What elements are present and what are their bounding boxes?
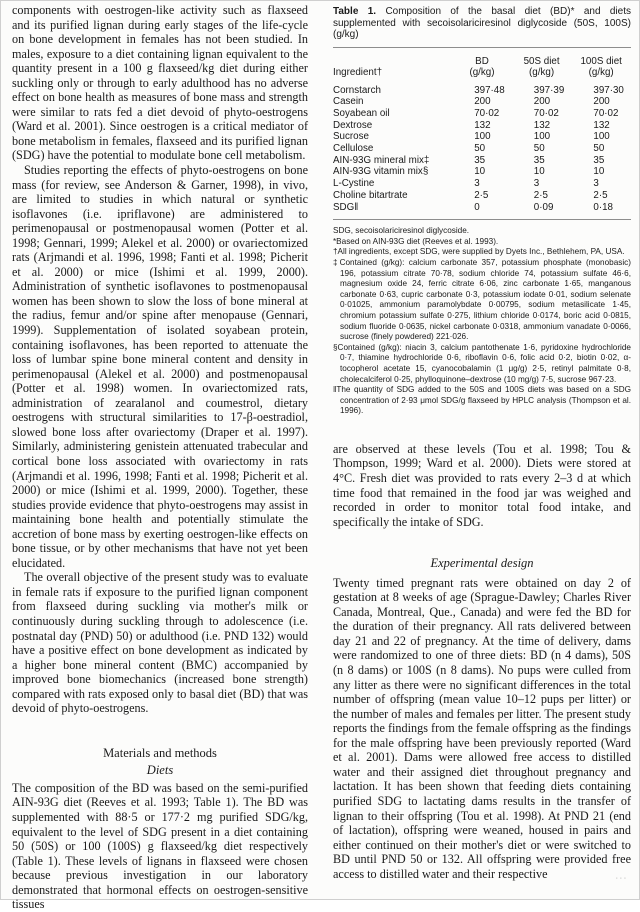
100s-value-cell: 2·5 [593, 189, 608, 201]
100s-value-cell: 50 [593, 143, 605, 155]
50s-value-cell: 397·39 [533, 84, 565, 96]
ingredient-cell: L-Cystine [333, 178, 375, 190]
footnote-dagger: †All ingredients, except SDG, were supplied by Dyets Inc., Bethlehem, PA, USA. [333, 247, 625, 257]
ingredient-cell: Choline bitartrate [333, 189, 408, 201]
100s-value-cell: 10 [593, 166, 605, 178]
table-label: Table 1. [333, 6, 377, 17]
table-row [333, 155, 631, 167]
table-row [333, 108, 631, 120]
body-paragraph: The overall objective of the present study was to evaluate in female rats if exposure to the purified lignan component from flaxseed during suckling via mother's milk or continuously during suckling through to adolescence (i.e. postnatal day (PND) 50) or adulthood (i.e. PND 132) would have a positive effect on bone development as indicated by a higher bone mineral content (BMC) accompanied by improved bone biomechanics (increased bone strength) compared with rats exposed only to basal diet (BD) that was devoid of phyto-oestrogens. [12, 570, 308, 716]
50s-value-cell: 0·09 [533, 201, 554, 213]
body-paragraph: components with oestrogen-like activity such as flaxseed and its purified lignan during early stages of the life-cycle on bone development in females has not been studied. In males, exposure to a diet containing lignan equivalent to the quantity present in a 100 g flaxseed/kg diet during either suckling only or through to early adulthood has no adverse effect on bone health as measures of bone mass and strength were similar to rats fed a diet devoid of phyto-oestrogens (Ward et al. 2001). Since oestrogen is a critical mediator of bone metabolism in females, flaxseed and its purified lignan (SDG) have the potential to modulate bone cell metabolism. [12, 3, 308, 163]
spacer [12, 716, 308, 746]
composition-table [333, 48, 631, 214]
50s-value-cell: 10 [533, 166, 545, 178]
100s-value-cell: 100 [593, 131, 610, 143]
body-paragraph: Studies reporting the effects of phyto-oestrogens on bone mass (for review, see Anderson & Garner, 1998), in vivo, are limited to studies in which natural or synthetic isoflavones (i.e. ipriflavone) are administered to perimenopausal or postmenopausal women (Potter et al. 1998; Gennari, 1999; Alekel et al. 2000) or ovariectomized rats (Arjmandi et al. 1996, 1998; Fanti et al. 1998; Picherit et al. 2000) or mice (Ishimi et al. 1999, 2000). Administration of synthetic isoflavones to postmenopausal women has been shown to slow the loss of bone mineral at the radius, femur and/or spine after menopause (Gennari, 1999). Supplementation of isolated soyabean protein, containing isoflavones, has been reported to attenuate the loss of lumbar spine bone mineral content and density in perimenopausal (Alekel et al. 2000) and postmenopausal (Potter et al. 1998) women. In ovariectomized rats, administration of zearalanol and coumestrol, dietary oestrogens with structural similarities to 17-β-oestradiol, slowed bone loss after ovariectomy (Draper et al. 1997). Similarly, administering genistein attenuated trabecular and cortical bone loss associated with ovariectomy in rats (Arjmandi et al. 1996, 1998; Fanti et al. 1998; Picherit et al. 2000) or mice (Ishimi et al. 1999, 2000). Together, these studies provide evidence that phyto-oestrogens may assist in maintaining bone health and potentially stimulate the accretion of bone mass by exerting oestrogen-like effects on bone tissue, or by other mechanisms that have not yet been elucidated. [12, 163, 308, 570]
subsection-heading: Experimental design [430, 556, 534, 571]
ingredient-cell: Dextrose [333, 119, 373, 131]
table-row [333, 166, 631, 178]
watermark: ··· [614, 872, 627, 887]
footnote-section: §Contained (g/kg): niacin 3, calcium pantothenate 1·6, pyridoxine hydrochloride 0·7, thiamine hydrochloride 0·6, riboflavin 0·6, folic acid 0·2, biotin 0·02, α-tocopherol acetate 15, cyanocobalamin (1 μg/g) 2·5, retinyl palmitate 0·8, cholecalciferol 0·25, phylloquinone–dextrose (10 mg/g) 7·5, sucrose 967·23. [333, 342, 631, 384]
table-row [333, 190, 631, 202]
100s-value-cell: 132 [593, 119, 610, 131]
table-body [333, 85, 631, 214]
footnote-star: *Based on AIN-93G diet (Reeves et al. 1993). [333, 236, 499, 246]
bd-value-cell: 70·02 [474, 107, 500, 119]
table-1 [333, 6, 631, 417]
body-paragraph: Twenty timed pregnant rats were obtained on day 2 of gestation at 8 weeks of age (Sprague-Dawley; Charles River Canada, Montreal, Que., Canada) and were fed the BD for the duration of their pregnancy. All rats delivered between day 21 and 22 of pregnancy. At the time of delivery, dams were randomized to one of three diets: BD (n 4 dams), 50S (n 8 dams) or 100S (n 8 dams). No pups were culled from any litter as there were no significant differences in the total number of offspring (mean value 10–12 pups per litter) or the number of males and females per litter. The present study reports the findings from the female offspring as the findings for the male offspring have been previously reported (Ward et al. 2001). Dams were allowed free access to distilled water and their assigned diet throughout pregnancy and lactation. It has been shown that feeding diets containing purified SDG to lactating dams results in the transfer of lignan to their offspring (Tou et al. 1998). At PND 21 (end of lactation), offspring were weaned, housed in pairs and either continued on their mother's diet or were switched to BD until PND 50 or 132. All offspring were provided free access to distilled water and their respective [333, 575, 631, 881]
bd-value-cell: 3 [474, 178, 480, 190]
right-body [333, 442, 631, 881]
table-caption [333, 6, 631, 41]
footnote-double-dagger: ‡Contained (g/kg): calcium carbonate 357, potassium phosphate (monobasic) 196, potassium citrate 70·78, sodium chloride 74, potassium sulfate 46·6, magnesium oxide 24, ferric citrate 6·06, zinc carbonate 1·65, manganous carbonate 0·63, cupric carbonate 0·3, potassium iodate 0·01, sodium selenate 0·01025, ammonium paramolybdate 0·00795, sodium metasilicate 1·45, chromium potassium sulfate 0·275, lithium chloride 0·0174, boric acid 0·0815, sodium fluoride 0·0635, nickel carbonate 0·0318, ammonium vanadate 0·0066, sucrose (finely powdered) 221·026. [333, 258, 631, 342]
spacer [333, 529, 631, 556]
table-row [333, 178, 631, 190]
ingredient-cell: Sucrose [333, 131, 369, 143]
bd-value-cell: 10 [474, 166, 486, 178]
bd-value-cell: 132 [474, 119, 491, 131]
ingredient-cell: Cornstarch [333, 84, 381, 96]
table-caption-text: Composition of the basal diet (BD)* and diets supplemented with secoisolariciresinol diglycoside (50S, 100S) (g/kg) [333, 6, 631, 40]
bd-value-cell: 100 [474, 131, 491, 143]
table-row [333, 96, 631, 108]
bd-value-cell: 200 [474, 96, 491, 108]
50s-value-cell: 35 [533, 154, 545, 166]
bd-value-cell: 50 [474, 143, 486, 155]
col-header-50s: 50S diet (g/kg) [523, 55, 560, 78]
col-header-100s: 100S diet (g/kg) [580, 55, 622, 78]
subsection-heading: Diets [146, 763, 174, 778]
50s-value-cell: 70·02 [533, 107, 559, 119]
ingredient-cell: AIN-93G mineral mix‡ [333, 154, 430, 166]
50s-value-cell: 2·5 [533, 189, 548, 201]
table-row [333, 120, 631, 132]
col-header-bd: BD (g/kg) [469, 55, 495, 78]
bd-value-cell: 35 [474, 154, 486, 166]
ingredient-cell: Soyabean oil [333, 107, 390, 119]
bd-value-cell: 397·48 [474, 84, 505, 96]
body-paragraph: The composition of the BD was based on the semi-purified AIN-93G diet (Reeves et al. 1993; Table 1). The BD was supplemented with 88·5 or 177·2 mg purified SDG/kg, equivalent to the level of SDG present in a diet containing 50 (50S) or 100 (100S) g flaxseed/kg diet respectively (Table 1). These levels of lignans in flaxseed were chosen because previous investigation in our laboratory demonstrated that hormonal effects on oestrogen-sensitive tissues [12, 780, 308, 912]
table-footnotes [333, 226, 631, 417]
table-row [333, 202, 631, 214]
100s-value-cell: 200 [593, 96, 610, 108]
col-header-ingredient: Ingredient† [333, 67, 383, 78]
table-row [333, 85, 631, 97]
table-header-row [333, 48, 631, 85]
50s-value-cell: 100 [533, 131, 551, 143]
ingredient-cell: Casein [333, 96, 364, 108]
50s-value-cell: 3 [533, 178, 540, 190]
100s-value-cell: 397·30 [593, 84, 624, 96]
50s-value-cell: 50 [533, 143, 545, 155]
table-row [333, 143, 631, 155]
body-paragraph: are observed at these levels (Tou et al. 1998; Tou & Thompson, 1999; Ward et al. 2000). Diets were stored at 4°C. Fresh diet was provided to rats every 2–3 d at which time food that remained in the food jar was weighed and recorded in order to monitor total food intake, and specifically the intake of SDG. [333, 441, 631, 529]
ingredient-cell: AIN-93G vitamin mix§ [333, 166, 429, 178]
50s-value-cell: 200 [533, 96, 551, 108]
bd-value-cell: 0 [474, 201, 480, 213]
left-column [12, 3, 308, 912]
100s-value-cell: 0·18 [593, 201, 613, 213]
section-heading: Materials and methods [103, 745, 217, 760]
table-row [333, 131, 631, 143]
ingredient-cell: SDG‖ [333, 201, 359, 213]
100s-value-cell: 3 [593, 178, 599, 190]
bd-value-cell: 2·5 [474, 189, 489, 201]
footnote-parallel: ‖The quantity of SDG added to the 50S and 100S diets was based on a SDG concentration of 2·93 μmol SDG/g flaxseed by HPLC analysis (Thompson et al. 1996). [333, 385, 631, 416]
footnote-abbrev: SDG, secoisolariciresinol diglycoside. [333, 226, 470, 236]
100s-value-cell: 35 [593, 154, 605, 166]
50s-value-cell: 132 [533, 119, 551, 131]
table-bottom-rule [333, 219, 631, 220]
ingredient-cell: Cellulose [333, 143, 374, 155]
right-column [333, 1, 631, 881]
100s-value-cell: 70·02 [593, 107, 619, 119]
